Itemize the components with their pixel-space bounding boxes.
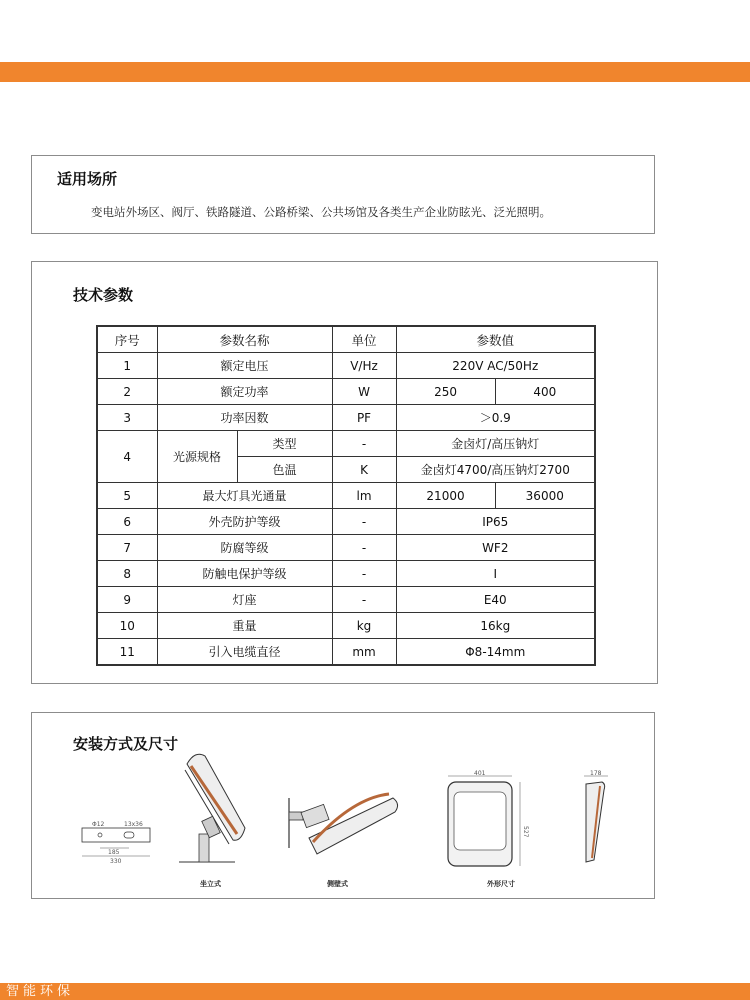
row-unit: kg	[332, 613, 396, 639]
row-value-b: 400	[495, 379, 595, 405]
dim-inner: 185	[108, 849, 120, 856]
row-name: 光源规格	[157, 431, 237, 483]
dim-depth: 178	[590, 770, 602, 777]
row-name: 功率因数	[157, 405, 332, 431]
wall-mount-drawing	[283, 768, 408, 868]
row-no: 7	[97, 535, 157, 561]
floor-mount-drawing	[175, 748, 255, 866]
row-name: 灯座	[157, 587, 332, 613]
row-no: 2	[97, 379, 157, 405]
row-unit: PF	[332, 405, 396, 431]
row-value: I	[396, 561, 595, 587]
row-name: 额定电压	[157, 353, 332, 379]
caption-outline: 外形尺寸	[487, 880, 515, 888]
usage-title: 适用场所	[57, 170, 118, 188]
row-unit: K	[332, 457, 396, 483]
specs-title: 技术参数	[73, 286, 134, 304]
row-subname: 色温	[237, 457, 332, 483]
footer-brand: 智能环保	[6, 984, 75, 999]
row-value: ＞0.9	[396, 405, 595, 431]
dim-height: 527	[522, 826, 529, 838]
header-value: 参数值	[396, 326, 595, 353]
usage-panel	[31, 155, 655, 234]
table-header-row	[97, 326, 595, 353]
spec-table	[96, 325, 596, 666]
row-no: 3	[97, 405, 157, 431]
table-row	[97, 561, 595, 587]
row-value-a: 21000	[396, 483, 495, 509]
row-no: 1	[97, 353, 157, 379]
row-no: 10	[97, 613, 157, 639]
row-value: 金卤灯4700/高压钠灯2700	[396, 457, 595, 483]
row-name: 引入电缆直径	[157, 639, 332, 666]
row-unit: V/Hz	[332, 353, 396, 379]
row-no: 4	[97, 431, 157, 483]
row-name: 重量	[157, 613, 332, 639]
row-no: 9	[97, 587, 157, 613]
row-unit: mm	[332, 639, 396, 666]
dim-width: 401	[474, 770, 486, 777]
table-row	[97, 379, 595, 405]
row-unit: -	[332, 431, 396, 457]
row-unit: -	[332, 561, 396, 587]
outline-side-drawing	[578, 770, 612, 870]
row-subname: 类型	[237, 431, 332, 457]
table-row	[97, 535, 595, 561]
row-unit: W	[332, 379, 396, 405]
table-row	[97, 405, 595, 431]
install-title: 安装方式及尺寸	[73, 735, 179, 753]
row-value-a: 250	[396, 379, 495, 405]
row-value: E40	[396, 587, 595, 613]
table-row	[97, 587, 595, 613]
row-unit: lm	[332, 483, 396, 509]
row-value: Φ8-14mm	[396, 639, 595, 666]
table-row	[97, 483, 595, 509]
row-name: 防触电保护等级	[157, 561, 332, 587]
row-value: 16kg	[396, 613, 595, 639]
row-name: 额定功率	[157, 379, 332, 405]
row-value: IP65	[396, 509, 595, 535]
row-no: 5	[97, 483, 157, 509]
outline-front-drawing	[440, 770, 532, 870]
usage-text: 变电站外场区、阀厅、铁路隧道、公路桥梁、公共场馆及各类生产企业防眩光、泛光照明。	[91, 205, 551, 219]
row-name: 最大灯具光通量	[157, 483, 332, 509]
caption-floor-mount: 坐立式	[200, 880, 221, 888]
table-row	[97, 613, 595, 639]
row-value: 金卤灯/高压钠灯	[396, 431, 595, 457]
footer-accent-bar	[0, 983, 750, 1000]
row-unit: -	[332, 587, 396, 613]
header-accent-bar	[0, 62, 750, 82]
row-unit: -	[332, 535, 396, 561]
header-no: 序号	[97, 326, 157, 353]
caption-wall-mount: 侧壁式	[327, 880, 348, 888]
table-row	[97, 509, 595, 535]
dim-outer: 330	[110, 858, 122, 865]
base-plate-drawing	[78, 818, 158, 866]
row-no: 6	[97, 509, 157, 535]
row-no: 8	[97, 561, 157, 587]
row-name: 防腐等级	[157, 535, 332, 561]
table-row	[97, 431, 595, 457]
table-row	[97, 353, 595, 379]
row-name: 外壳防护等级	[157, 509, 332, 535]
dim-slot: 13x36	[124, 821, 143, 828]
header-unit: 单位	[332, 326, 396, 353]
row-value: WF2	[396, 535, 595, 561]
header-name: 参数名称	[157, 326, 332, 353]
row-unit: -	[332, 509, 396, 535]
row-value: 220V AC/50Hz	[396, 353, 595, 379]
row-value-b: 36000	[495, 483, 595, 509]
row-no: 11	[97, 639, 157, 666]
table-row	[97, 639, 595, 666]
dim-hole: Φ12	[92, 821, 105, 828]
